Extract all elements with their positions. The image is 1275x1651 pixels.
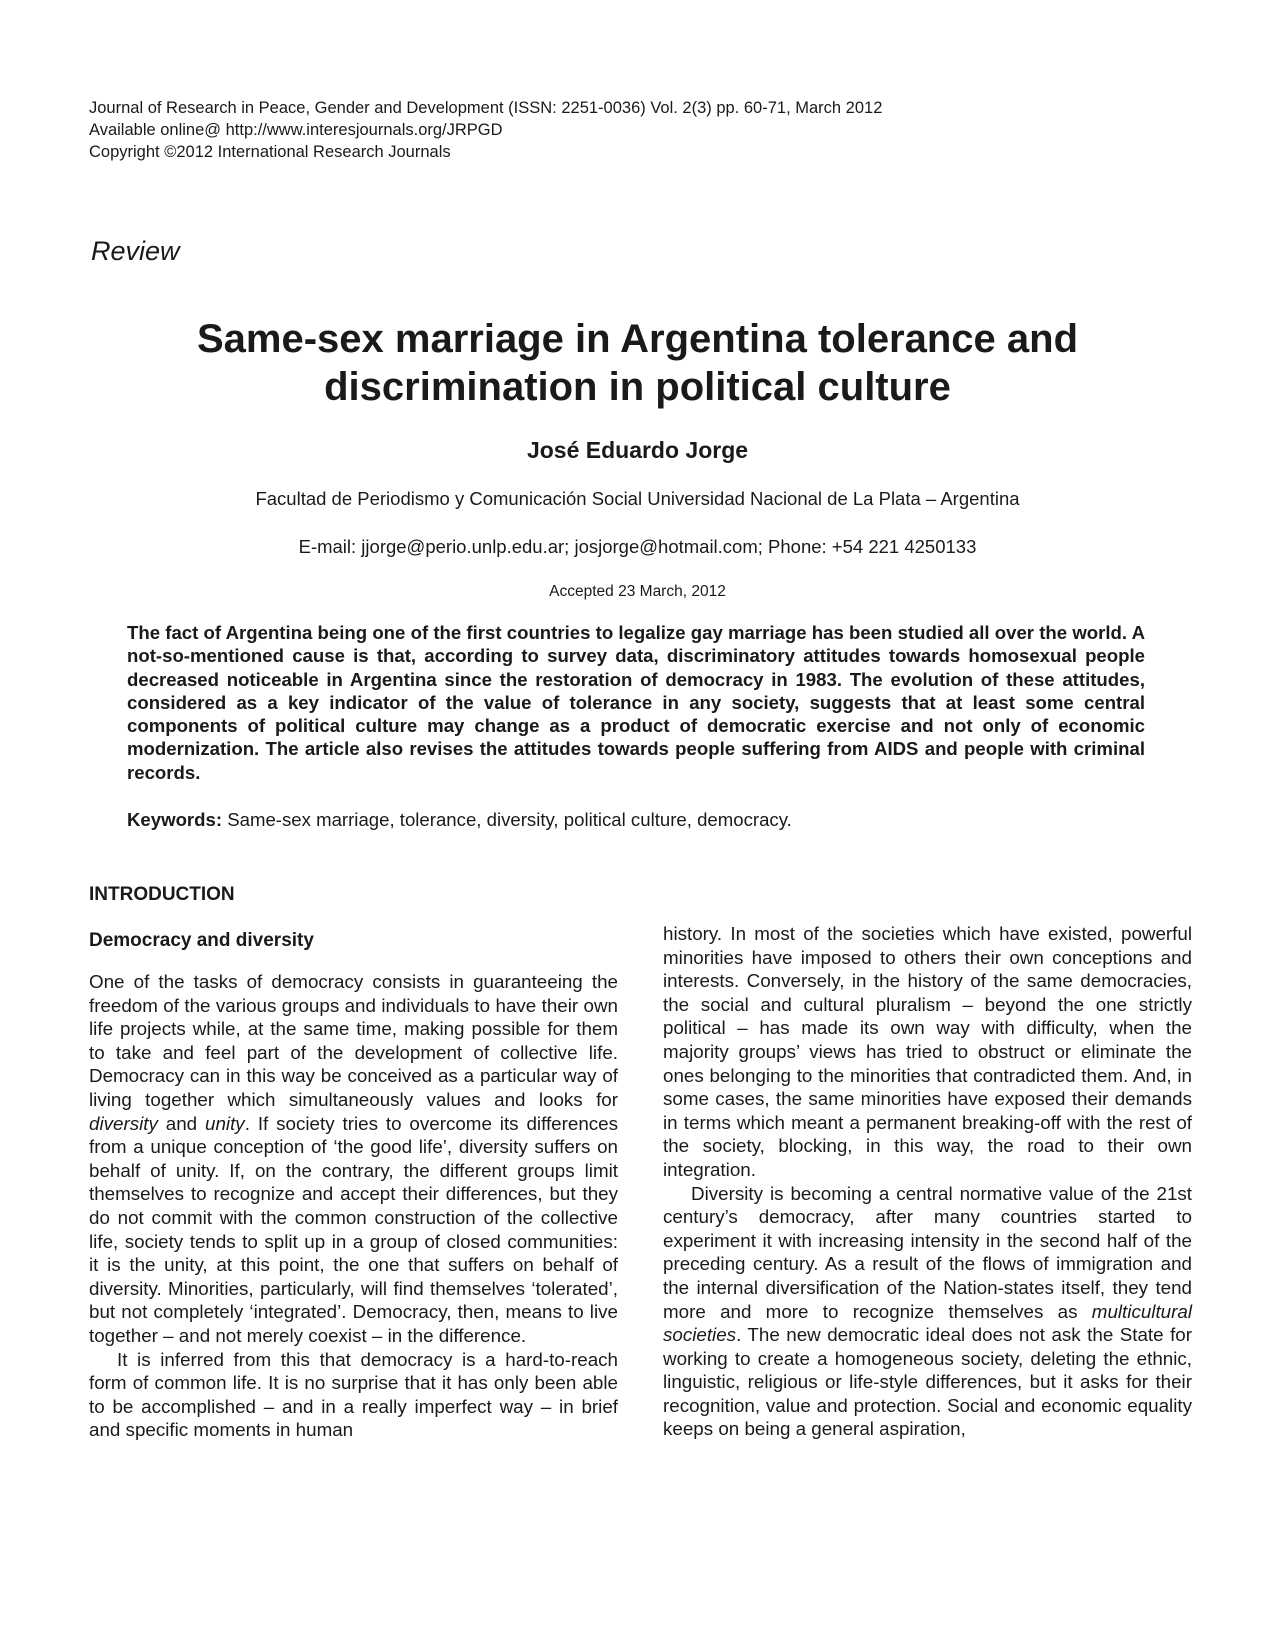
emphasis-multicultural: multicultural societies — [663, 1300, 1192, 1346]
author-affiliation: Facultad de Periodismo y Comunicación Social Universidad Nacional de La Plata – Argentina — [255, 488, 1020, 509]
intro-paragraph-2: It is inferred from this that democracy is a hard-to-reach form of common life. It is no surprise that it has only been able to be accomplished – and in a really imperfect way – in brief and specific moments in human — [89, 1348, 618, 1441]
keywords — [127, 809, 792, 831]
paper-title — [100, 315, 1175, 411]
paper-title-line-1: Same-sex marriage in Argentina tolerance and — [196, 317, 1079, 361]
journal-url: Available online@ http://www.interesjournals.org/JRPGD — [89, 121, 503, 139]
abstract: The fact of Argentina being one of the first countries to legalize gay marriage has been studied all over the world. A not-so-mentioned cause is that, according to survey data, discriminatory attitudes towards homosexual people decreased noticeable in Argentina since the restoration of democracy in 1983. The evolution of these attitudes, considered as a key indicator of the value of tolerance in any society, suggests that at least some central components of political culture may change as a product of democratic exercise and not only of economic modernization. The article also revises the attitudes towards people suffering from AIDS and people with criminal records. — [127, 622, 1145, 783]
paper-title-line-2: discrimination in political culture — [324, 365, 951, 409]
keywords-text: Same-sex marriage, tolerance, diversity, political culture, democracy. — [222, 809, 792, 830]
intro-paragraph-1 — [89, 970, 618, 1348]
author-contact: E-mail: jjorge@perio.unlp.edu.ar; josjorge@hotmail.com; Phone: +54 221 4250133 — [298, 536, 977, 557]
text-run: and — [157, 1112, 206, 1134]
text-run: Diversity is becoming a central normative value of the 21st century’s democracy, after many countries started to experiment it with increasing intensity in the second half of the preceding century. As a result of the flows of immigration and the internal diversification of the Nation-states itself, they tend more and more to recognize themselves as — [663, 1182, 1192, 1322]
left-column — [89, 970, 618, 1442]
right-column — [663, 922, 1192, 1441]
emphasis-diversity: diversity — [89, 1112, 158, 1134]
journal-header — [89, 97, 882, 163]
text-run: One of the tasks of democracy consists in guaranteeing the freedom of the various groups and individuals to have their own life projects while, at the same time, making possible for them to take and feel part of the development of collective life. Democracy can in this way be conceived as a particular way of living together which simultaneously values and looks for — [89, 971, 618, 1110]
journal-copyright: Copyright ©2012 International Research Journals — [89, 143, 451, 161]
article-type: Review — [91, 236, 180, 266]
subheading-democracy-diversity: Democracy and diversity — [89, 930, 314, 951]
intro-paragraph-4 — [663, 1182, 1192, 1442]
accepted-date: Accepted 23 March, 2012 — [549, 583, 726, 600]
intro-paragraph-3: history. In most of the societies which have existed, powerful minorities have imposed to others their own conceptions and interests. Conversely, in the history of the same democracies, the social and cultural pluralism – beyond the one strictly political – has made its own way with difficulty, when the majority groups’ views has tried to obstruct or eliminate the ones belonging to the minorities that contradicted them. And, in some cases, the same minorities have exposed their demands in terms which meant a permanent breaking-off with the rest of the society, blocking, in this way, the road to their own integration. — [663, 923, 1192, 1180]
author-name: José Eduardo Jorge — [526, 437, 749, 463]
journal-citation: Journal of Research in Peace, Gender and Development (ISSN: 2251-0036) Vol. 2(3) pp. 60-71, March 2012 — [89, 99, 883, 117]
emphasis-unity: unity — [205, 1112, 245, 1134]
section-heading-introduction: INTRODUCTION — [89, 884, 235, 905]
text-run: . The new democratic ideal does not ask the State for working to create a homogeneous society, deleting the ethnic, linguistic, religious or life-style differences, but it asks for their recognition, value and protection. Social and economic equality keeps on being a general aspiration, — [663, 1324, 1192, 1440]
text-run: . If society tries to overcome its differences from a unique conception of ‘the good life’, diversity suffers on behalf of unity. If, on the contrary, the different groups limit themselves to recognize and accept their differences, but they do not commit with the common construction of the collective life, society tends to split up in a group of closed communities: it is the unity, at this point, the one that suffers on behalf of diversity. Minorities, particularly, will find themselves ‘tolerated’, but not completely ‘integrated’. Democracy, then, means to live together – and not merely coexist – in the difference. — [89, 1112, 618, 1346]
keywords-label: Keywords: — [127, 809, 223, 830]
